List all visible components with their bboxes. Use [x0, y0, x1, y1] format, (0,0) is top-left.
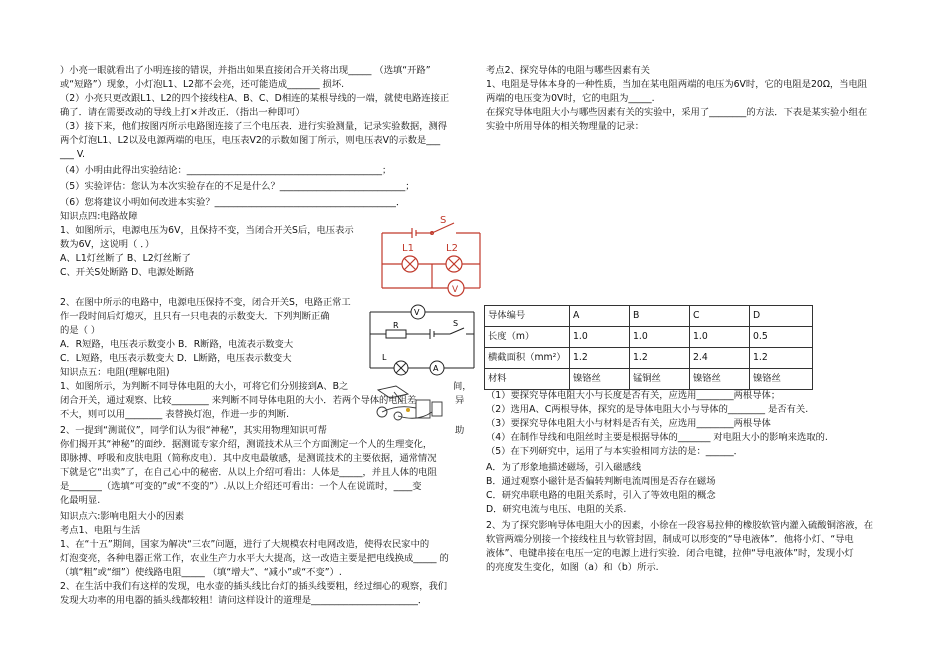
text-line: A．为了形象地描述磁场，引入磁感线 [486, 462, 642, 473]
text-line: （2）选用A、C两根导体，探究的是导体电阻大小与导体的________ 是否有关. [486, 404, 809, 415]
table-cell: 1.0 [570, 327, 630, 348]
text-line: 两个灯泡L1、L2以及电源两端的电压，电压表V2的示数如图丁所示，则电压表V的示数是___ [60, 135, 441, 146]
table-row [485, 327, 813, 348]
text-line: （填“粗”或“细”）使线路电阻_____ （填“增大”、“减小”或“不变”）. [60, 567, 342, 578]
text-line: （6）您将建议小明如何改进本实验？_______________________________________． [60, 197, 406, 208]
text-line: 2、一提到“测谎仪”，同学们认为很“神秘”，其实用物理知识可帮 [60, 425, 327, 436]
table-cell: 1.2 [630, 348, 690, 369]
text-line: 1、在“十五”期间，国家为解决“三农”问题，进行了大规模农村电网改造，使得农民家中的 [60, 539, 430, 550]
text-line: 考点1、电阻与生活 [60, 525, 141, 536]
table-cell: 锰铜丝 [630, 369, 690, 390]
text-line: 知识点四:电路故障 [60, 211, 138, 222]
text-line: （3）接下来，他们按图丙所示电路图连接了三个电压表．进行实验测量，记录实验数据，测得 [60, 121, 448, 132]
text-line: 数为6V，这说明（ ．） [60, 239, 155, 250]
text-line: （2）小亮只更改跟L1、L2的四个接线柱A、B、C、D相连的某根导线的一端，就使电路连接正 [60, 93, 450, 104]
table-cell: 镍铬丝 [750, 369, 813, 390]
table-header-cell: D [750, 306, 813, 327]
switch-label: S [440, 215, 447, 226]
text-line: 的亮度发生变化，如图（a）和（b）所示. [486, 562, 659, 573]
text-line: 化最明显. [60, 495, 101, 506]
table-cell: 镍铬丝 [690, 369, 750, 390]
text-line: 两端的电压变为0V时，它的电阻为_____. [486, 93, 655, 104]
table-header-cell: 导体编号 [485, 306, 570, 327]
table-cell: 0.5 [750, 327, 813, 348]
text-line: 1、电阻是导体本身的一种性质，当加在某电阻两端的电压为6V时，它的电阻是20Ω，当电阻 [486, 79, 868, 90]
table-cell: 1.0 [690, 327, 750, 348]
text-line: A．R短路，电压表示数变小 B．R断路，电流表示数变大 [60, 339, 294, 350]
text-line: 软管两端分别接一个接线柱且与软管封固，制成可以形变的“导电液体”．他将小灯、“导电 [486, 534, 854, 545]
switch-label: S [453, 319, 459, 328]
circuit-diagram-1 [372, 214, 490, 304]
text-line: 在探究导体电阻大小与哪些因素有关的实验中，采用了________的方法．下表是某实验小组在 [486, 107, 868, 118]
text-line: 的是（ ） [60, 325, 101, 336]
table-header-cell: A [570, 306, 630, 327]
conductor-data-table [484, 305, 813, 390]
text-line: （5）实验评估：您认为本次实验存在的不足是什么？___________________________； [60, 181, 415, 192]
text-line: 知识点五：电阻(理解电阻) [60, 367, 170, 378]
text-line: 确了．请在需要改动的导线上打×并改正．（指出一种即可） [60, 107, 305, 118]
text-line: 灯泡变亮，各种电器正常工作，农业生产力水平大大提高，这一改造主要是把电线换成_____ 的 [60, 553, 449, 564]
text-line: 闭合开关，通过观察、比较________ 来判断不同导体电阻的大小．若两个导体的电阻差 [60, 395, 417, 406]
table-cell: 1.2 [570, 348, 630, 369]
text-line: 2、为了探究影响导体电阻大小的因素，小徐在一段容易拉伸的橡胶软管内灌入硫酸铜溶液，在 [486, 520, 874, 531]
text-line: 2、在图中所示的电路中，电源电压保持不变，闭合开关S，电路正常工 [60, 297, 351, 308]
figure-side-text: 异 [455, 395, 465, 406]
text-line: 作一段时间后灯熄灭，且只有一只电表的示数变大．下列判断正确 [60, 311, 330, 322]
text-line: A、L1灯丝断了 B、L2灯丝断了 [60, 253, 191, 264]
table-cell: 长度（m） [485, 327, 570, 348]
circuit-diagram-2 [366, 302, 478, 384]
text-line: ）小亮一眼就看出了小明连接的错误，并指出如果直接闭合开关将出现_____ （选填“开路” [60, 65, 431, 76]
text-line: ___ V. [60, 149, 86, 160]
table-cell: 2.4 [690, 348, 750, 369]
text-line: （4）在制作导线和电阻丝时主要是根据导体的_______ 对电阻大小的影响来选取的. [486, 432, 828, 443]
table-header-cell: B [630, 306, 690, 327]
table-header-cell: C [690, 306, 750, 327]
resistance-apparatus-figure [368, 382, 450, 426]
text-line: 1、如图所示，电源电压为6V，且保持不变，当闭合开关S后，电压表示 [60, 225, 354, 236]
text-line: 考点2、探究导体的电阻与哪些因素有关 [486, 65, 650, 76]
table-row [485, 348, 813, 369]
text-line: C．L短路，电压表示数变大 D．L断路，电压表示数变大 [60, 353, 292, 364]
text-line: 不大，则可以用________ 表替换灯泡，作进一步的判断. [60, 409, 290, 420]
text-line: 液体”、电键串接在电压一定的电源上进行实验．闭合电键，拉伸“导电液体”时，发现小灯 [486, 548, 854, 559]
voltmeter-label: V [414, 308, 420, 317]
text-line: 是_______（选填“可变的”或“不变的”）.从以上介绍还可看出：一个人在说谎时，____变 [60, 481, 422, 492]
table-header-row [485, 306, 813, 327]
text-line: （3）要探究导体电阻大小与材料是否有关，应选用________两根导体 [486, 418, 771, 429]
table-cell: 镍铬丝 [570, 369, 630, 390]
table-cell: 横截面积（mm²） [485, 348, 570, 369]
table-row [485, 369, 813, 390]
text-line: （5）在下列研究中，运用了与本实验相同方法的是：______． [486, 446, 743, 457]
resistor-label: R [393, 321, 399, 330]
text-line: 即脉搏、呼吸和皮肤电阻（简称皮电）．其中皮电最敏感，是测谎技术的主要依据，通常情况 [60, 453, 437, 464]
text-line: B．通过观察小磁针是否偏转判断电流周围是否存在磁场 [486, 476, 716, 487]
text-line: 发现大功率的用电器的插头线都较粗！请问这样设计的道理是_______________________． [60, 595, 428, 606]
ammeter-label: A [433, 364, 439, 373]
text-line: 2、在生活中我们有这样的发现，电水壶的插头线比台灯的插头线要粗，经过细心的观察，我们 [60, 581, 448, 592]
text-line: 或“短路”）现象，小灯泡L1、L2都不会亮，还可能造成_______ 损坏. [60, 79, 345, 90]
text-line: （1）要探究导体电阻大小与长度是否有关，应选用________两根导体； [486, 390, 781, 401]
figure-side-text: 助 [455, 425, 465, 436]
text-line: C．研究串联电路的电阻关系时，引入了等效电阻的概念 [486, 490, 716, 501]
lamp-l1-label: L1 [402, 243, 414, 254]
text-line: 实验中所用导体的相关物理量的记录： [486, 121, 645, 132]
lamp-label: L [382, 353, 387, 362]
text-line: 你们揭开其“神秘”的面纱．据测谎专家介绍，测谎技术从三个方面测定一个人的生理变化， [60, 439, 433, 450]
text-line: D．研究电流与电压、电阻的关系. [486, 504, 627, 515]
table-cell: 材料 [485, 369, 570, 390]
table-cell: 1.2 [750, 348, 813, 369]
text-line: 知识点六:影响电阻大小的因素 [60, 511, 184, 522]
voltmeter-label: V [452, 285, 459, 295]
text-line: （4）小明由此得出实验结论：__________________________________________； [60, 165, 392, 176]
lamp-l2-label: L2 [446, 243, 458, 254]
text-line: C、开关S处断路 D、电源处断路 [60, 267, 195, 278]
figure-side-text: 间， [453, 381, 472, 392]
table-cell: 1.0 [630, 327, 690, 348]
text-line: 1、如图所示，为判断不同导体电阻的大小，可将它们分别接到A、B之 [60, 381, 349, 392]
text-line: 下就是它“出卖”了，在自己心中的秘密．从以上介绍可看出：人体是_____，并且人体的电阻 [60, 467, 437, 478]
